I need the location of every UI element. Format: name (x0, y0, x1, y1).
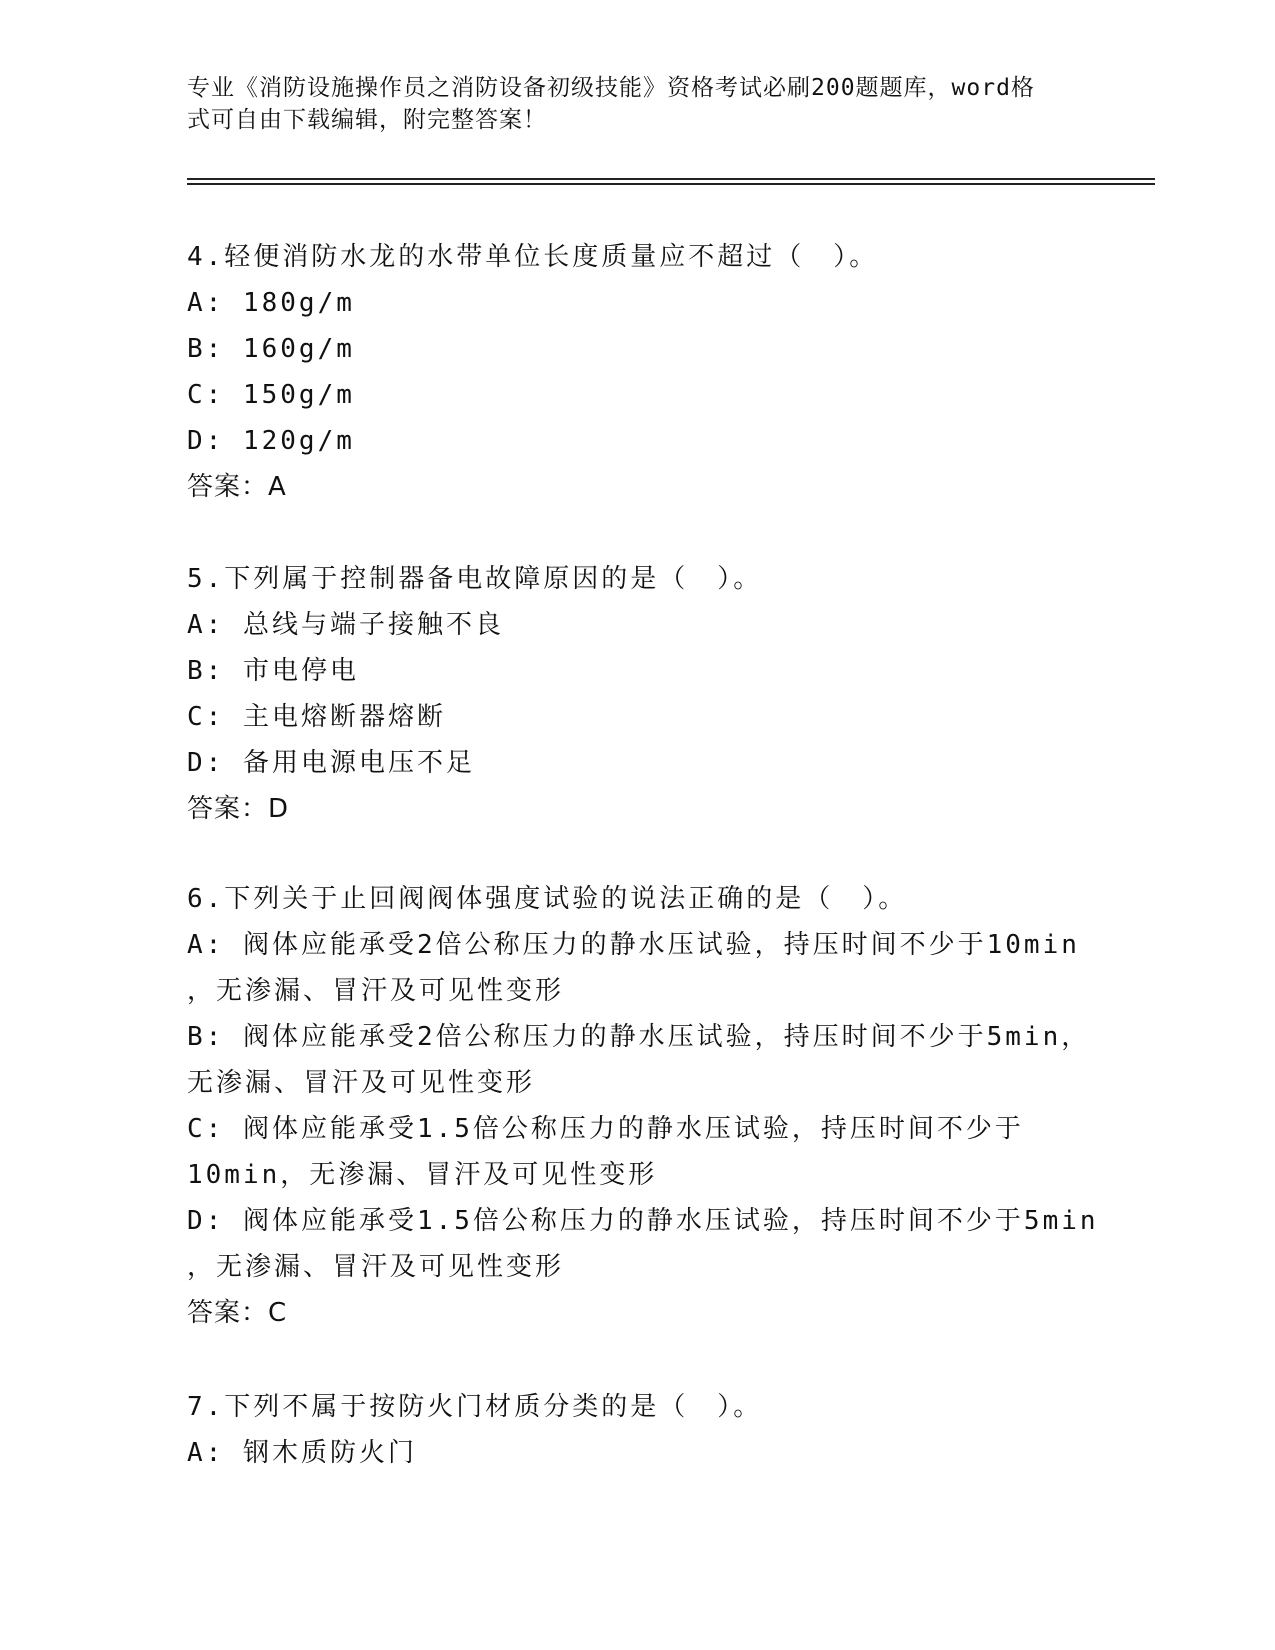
option-b-line-1: B: 阀体应能承受2倍公称压力的静水压试验，持压时间不少于5min， (187, 1022, 1091, 1052)
question-stem: 6.下列关于止回阀阀体强度试验的说法正确的是（ ）。 (187, 884, 908, 914)
question-stem: 5.下列属于控制器备电故障原因的是（ ）。 (187, 564, 763, 594)
option-c-line-1: C: 阀体应能承受1.5倍公称压力的静水压试验，持压时间不少于 (187, 1114, 1024, 1144)
header-divider-top (187, 178, 1155, 180)
option-c: C: 150g/m (187, 380, 355, 410)
header-divider-bottom (187, 183, 1155, 185)
option-a: A: 钢木质防火门 (187, 1438, 417, 1468)
option-a-line-1: A: 阀体应能承受2倍公称压力的静水压试验，持压时间不少于10min (187, 930, 1080, 960)
question-4 (187, 234, 1087, 510)
option-d: D: 备用电源电压不足 (187, 748, 475, 778)
question-6 (187, 876, 1099, 1336)
question-7 (187, 1384, 1087, 1476)
document-header (187, 72, 1067, 136)
header-line-1: 专业《消防设施操作员之消防设备初级技能》资格考试必刷200题题库，word格 (187, 75, 1035, 101)
option-b-line-2: 无渗漏、冒汗及可见性变形 (187, 1068, 536, 1098)
option-b: B: 160g/m (187, 334, 355, 364)
option-d-line-1: D: 阀体应能承受1.5倍公称压力的静水压试验，持压时间不少于5min (187, 1206, 1099, 1236)
option-d-line-2: ，无渗漏、冒汗及可见性变形 (187, 1252, 565, 1282)
header-line-2: 式可自由下载编辑，附完整答案！ (187, 107, 547, 133)
answer-label: 答案：C (187, 1298, 288, 1328)
option-a: A: 总线与端子接触不良 (187, 610, 504, 640)
question-5 (187, 556, 1087, 832)
option-a: A: 180g/m (187, 288, 355, 318)
option-a-line-2: ，无渗漏、冒汗及可见性变形 (187, 976, 565, 1006)
option-d: D: 120g/m (187, 426, 355, 456)
question-stem: 7.下列不属于按防火门材质分类的是（ ）。 (187, 1392, 763, 1422)
option-c: C: 主电熔断器熔断 (187, 702, 446, 732)
option-c-line-2: 10min，无渗漏、冒汗及可见性变形 (187, 1160, 658, 1190)
answer-label: 答案：D (187, 794, 290, 824)
answer-label: 答案：A (187, 472, 287, 502)
question-stem: 4.轻便消防水龙的水带单位长度质量应不超过（ ）。 (187, 242, 879, 272)
option-b: B: 市电停电 (187, 656, 359, 686)
